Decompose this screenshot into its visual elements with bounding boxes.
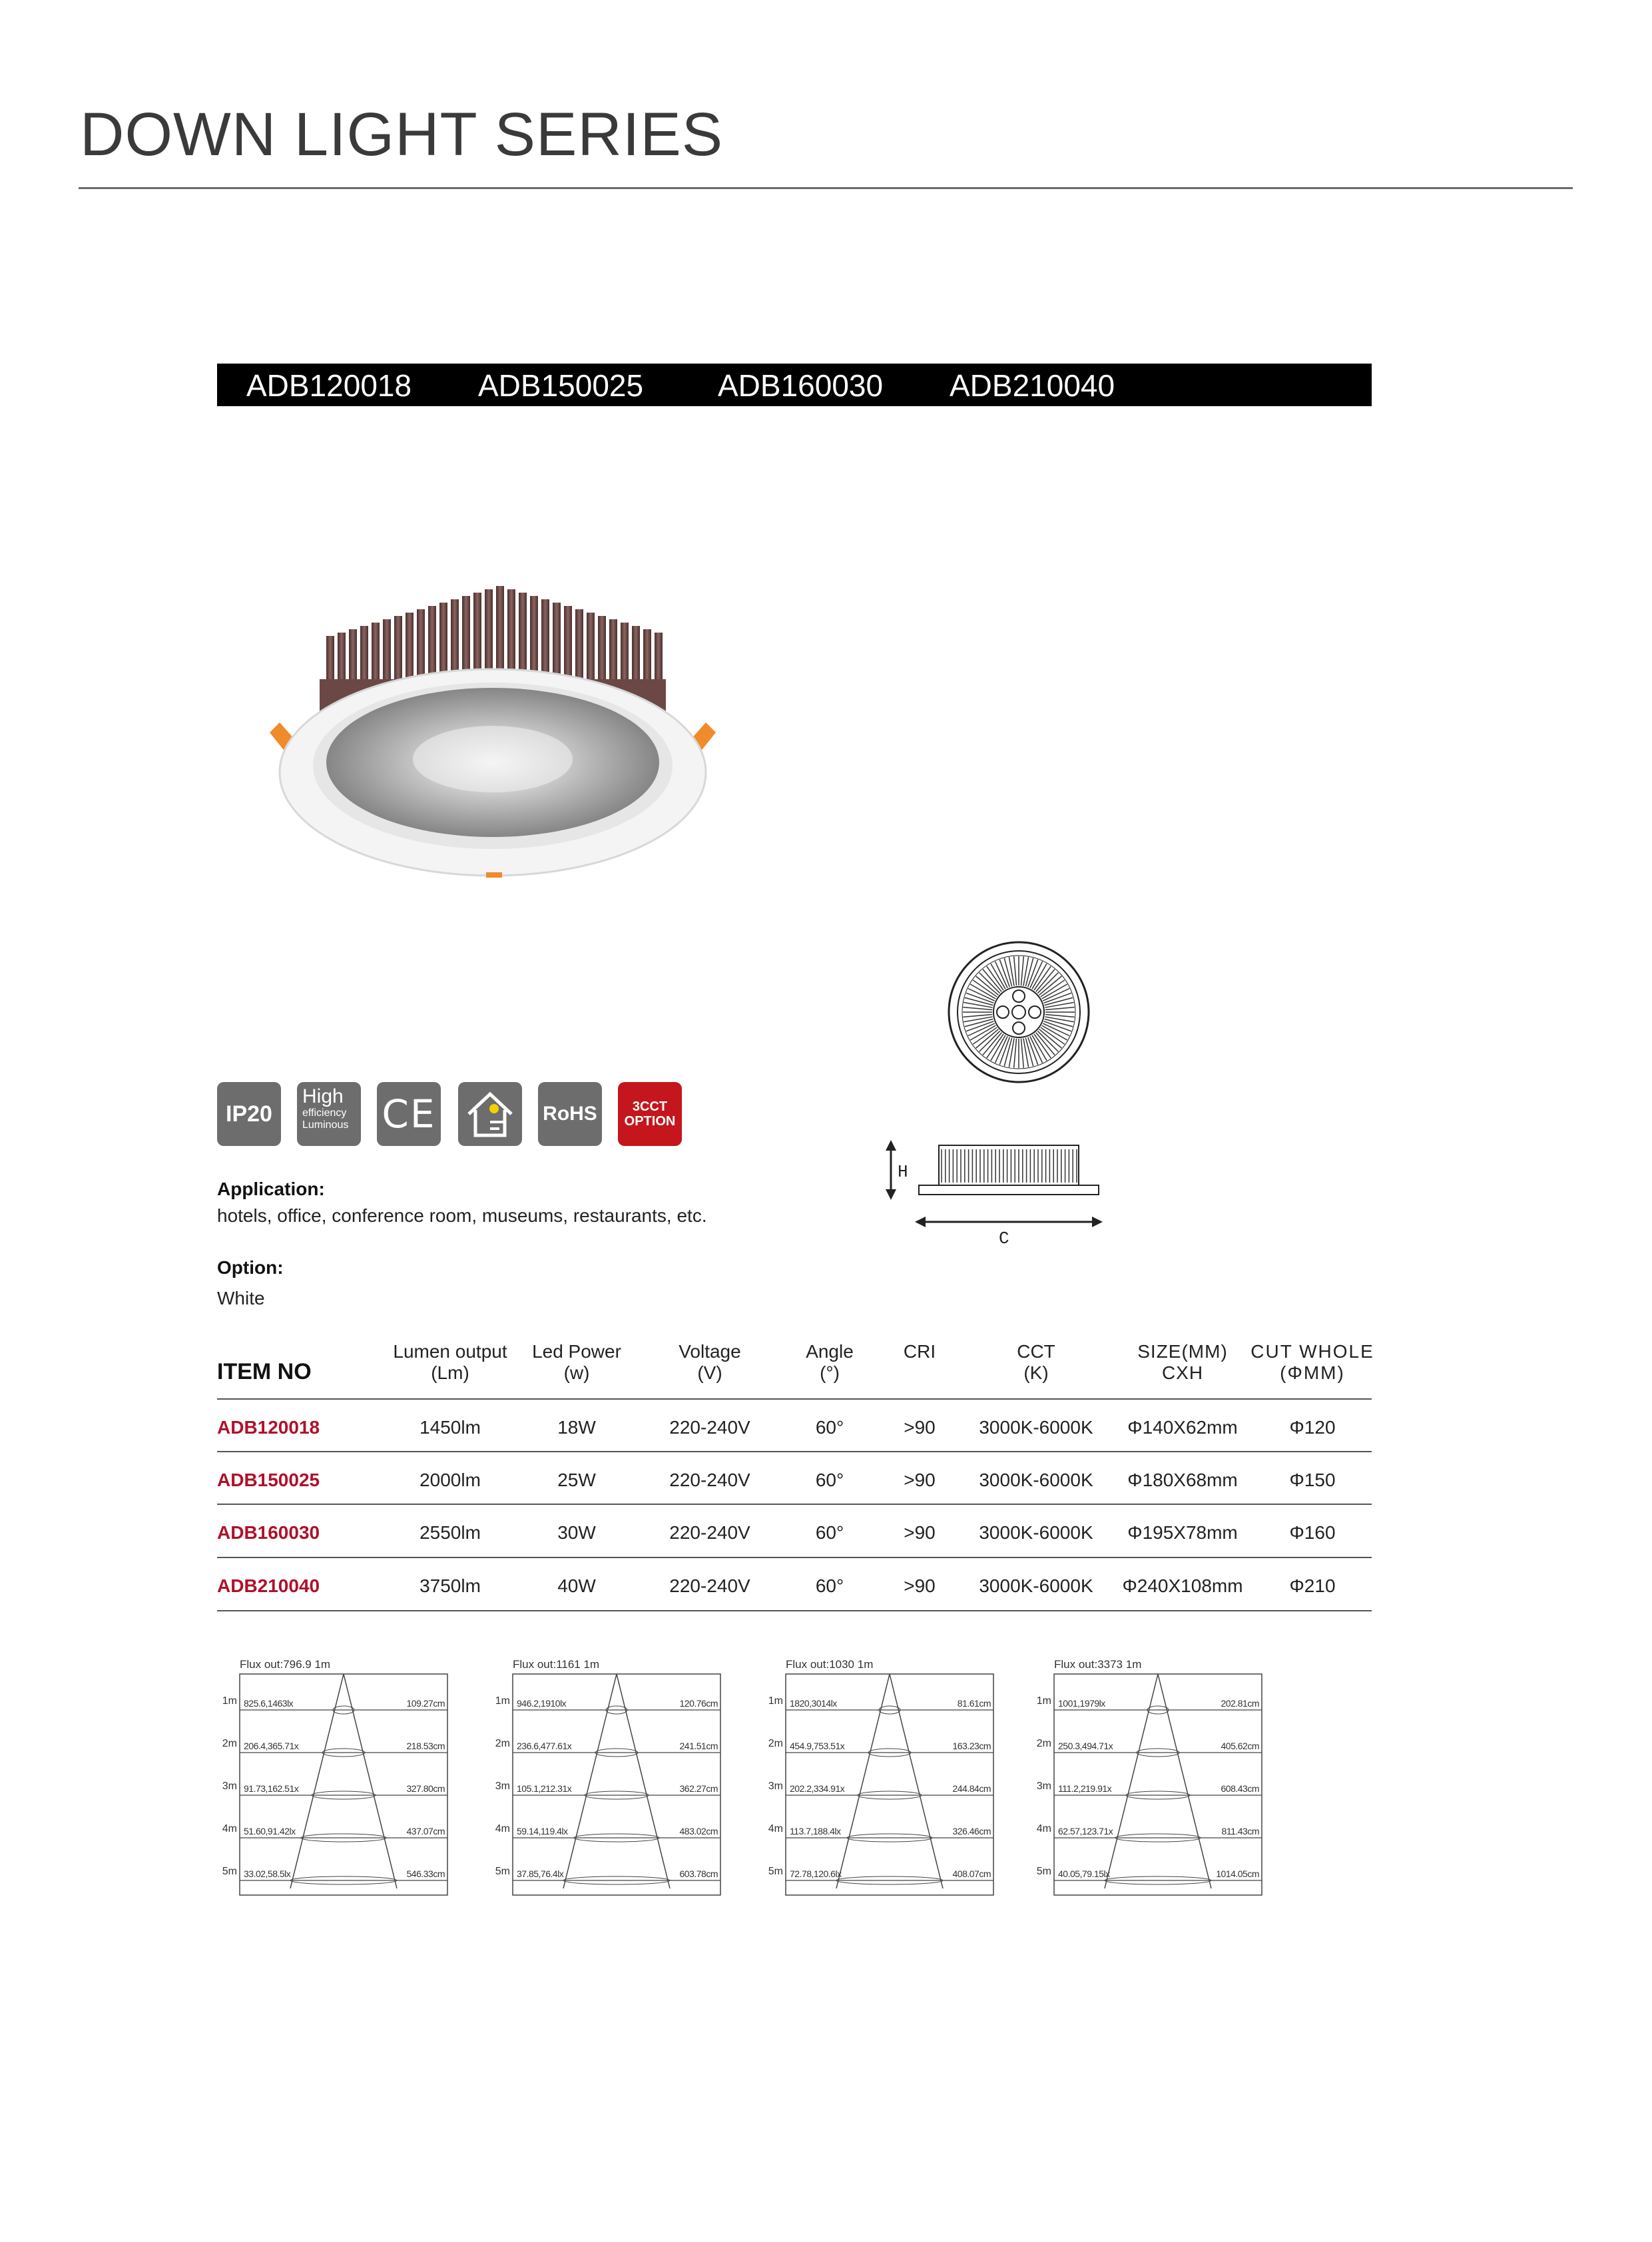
table-cell: 60° — [815, 1575, 844, 1596]
table-cell: 30W — [557, 1522, 596, 1543]
distance-label: 3m — [1036, 1781, 1051, 1792]
table-cell: 3000K-6000K — [979, 1575, 1093, 1596]
distance-label: 4m — [768, 1823, 783, 1834]
table-cell: 3750lm — [419, 1575, 481, 1596]
illuminance-value: 825.6,1463lx — [244, 1698, 294, 1709]
table-cell: 1450lm — [419, 1417, 481, 1438]
ce-icon: CE — [377, 1082, 441, 1146]
diameter-value: 327.80cm — [406, 1783, 445, 1794]
beam-edge — [1105, 1674, 1158, 1888]
table-cell: Φ195X78mm — [1127, 1522, 1238, 1543]
table-cell: Φ160 — [1289, 1522, 1336, 1543]
table-cell: >90 — [904, 1575, 936, 1596]
table-cell: >90 — [904, 1470, 936, 1490]
title-divider — [79, 187, 1573, 189]
application-label: Application: — [217, 1179, 325, 1199]
illuminance-value: 59.14,119.4lx — [517, 1826, 568, 1836]
table-cell: 220-240V — [669, 1575, 750, 1596]
distance-label: 1m — [495, 1695, 510, 1707]
model-label: ADB210040 — [950, 368, 1115, 403]
table-cell: 25W — [557, 1470, 596, 1490]
table-divider — [217, 1504, 1372, 1505]
diameter-value: 218.53cm — [406, 1741, 445, 1751]
photometric-chart — [486, 1658, 799, 1911]
diameter-value: 546.33cm — [406, 1868, 445, 1879]
diameter-value: 241.51cm — [679, 1741, 718, 1751]
table-cell: Φ210 — [1289, 1575, 1336, 1596]
model-bar — [217, 364, 1372, 406]
table-cell: Φ150 — [1289, 1470, 1336, 1490]
table-cell: 18W — [557, 1417, 596, 1438]
illuminance-value: 1001,1979lx — [1058, 1698, 1105, 1709]
technical-drawing — [866, 939, 1105, 1259]
table-divider — [217, 1398, 1372, 1400]
illuminance-value: 1820,3014lx — [790, 1698, 837, 1709]
distance-label: 2m — [768, 1738, 783, 1749]
table-cell: 220-240V — [669, 1522, 750, 1543]
table-row-item-no: ADB210040 — [217, 1575, 320, 1596]
table-cell: 3000K-6000K — [979, 1417, 1093, 1438]
model-label: ADB160030 — [718, 368, 884, 403]
illuminance-value: 62.57,123.71x — [1058, 1826, 1113, 1836]
height-label: H — [898, 1162, 908, 1182]
table-cell: Φ240X108mm — [1122, 1575, 1243, 1596]
chart-title: Flux out:796.9 1m — [240, 1658, 331, 1671]
beam-edge — [563, 1674, 617, 1888]
diameter-value: 405.62cm — [1221, 1741, 1259, 1751]
page-title: DOWN LIGHT SERIES — [80, 101, 724, 168]
illuminance-value: 113.7,188.4lx — [790, 1826, 841, 1836]
table-cell: 2550lm — [419, 1522, 481, 1543]
table-row-item-no: ADB150025 — [217, 1470, 320, 1490]
illuminance-value: 250.3,494.71x — [1058, 1741, 1113, 1751]
distance-label: 2m — [1036, 1738, 1051, 1749]
photometric-chart — [213, 1658, 526, 1911]
diameter-value: 244.84cm — [952, 1783, 991, 1794]
header-item-no: ITEM NO — [217, 1359, 312, 1384]
application-text: hotels, office, conference room, museums, restaurants, etc. — [217, 1205, 707, 1226]
illuminance-value: 206.4,365.71x — [244, 1741, 299, 1751]
diameter-value: 120.76cm — [679, 1698, 718, 1709]
3cct-option-badge: 3CCT OPTION — [618, 1082, 682, 1146]
illuminance-value: 91.73,162.51x — [244, 1783, 299, 1794]
table-row-item-no: ADB120018 — [217, 1417, 320, 1438]
diameter-value: 608.43cm — [1221, 1783, 1259, 1794]
illuminance-value: 202.2,334.91x — [790, 1783, 845, 1794]
diameter-value: 326.46cm — [952, 1826, 991, 1836]
header-lumen: Lumen output (Lm) — [393, 1341, 507, 1383]
table-divider — [217, 1610, 1372, 1611]
photometric-chart — [1027, 1658, 1340, 1911]
beam-edge — [344, 1674, 397, 1888]
illuminance-value: 111.2,219.91x — [1058, 1783, 1112, 1794]
table-cell: 3000K-6000K — [979, 1470, 1093, 1490]
model-label: ADB150025 — [478, 368, 644, 403]
table-row-item-no: ADB160030 — [217, 1522, 320, 1543]
header-voltage: Voltage (V) — [679, 1341, 741, 1383]
chart-title: Flux out:1030 1m — [786, 1658, 874, 1671]
table-cell: >90 — [904, 1522, 936, 1543]
table-cell: 2000lm — [419, 1470, 481, 1490]
diameter-value: 483.02cm — [679, 1826, 718, 1836]
table-cell: 220-240V — [669, 1470, 750, 1490]
beam-edge — [290, 1674, 344, 1888]
diameter-value: 202.81cm — [1221, 1698, 1259, 1709]
chart-title: Flux out:1161 1m — [513, 1658, 600, 1671]
photometric-chart — [759, 1658, 1072, 1911]
distance-label: 3m — [768, 1781, 783, 1792]
distance-label: 1m — [1036, 1695, 1051, 1707]
illuminance-value: 40.05,79.15lx — [1058, 1868, 1110, 1879]
home-icon — [458, 1082, 522, 1146]
product-photo — [253, 533, 732, 879]
distance-label: 5m — [1036, 1866, 1051, 1877]
header-cri: CRI — [903, 1341, 936, 1362]
ip20-badge: IP20 — [217, 1082, 281, 1146]
table-divider — [217, 1557, 1372, 1558]
high-efficiency-badge: High efficiency Luminous — [297, 1082, 361, 1146]
distance-label: 5m — [495, 1866, 510, 1877]
header-cct: CCT (K) — [1017, 1341, 1055, 1383]
distance-label: 1m — [222, 1695, 237, 1707]
diameter-value: 811.43cm — [1221, 1826, 1259, 1836]
beam-edge — [617, 1674, 670, 1888]
illuminance-value: 33.02,58.5lx — [244, 1868, 291, 1879]
illuminance-value: 51.60,91.42lx — [244, 1826, 296, 1836]
table-cell: Φ180X68mm — [1127, 1470, 1238, 1490]
diameter-value: 437.07cm — [406, 1826, 445, 1836]
distance-label: 5m — [222, 1866, 237, 1877]
distance-label: 3m — [495, 1781, 510, 1792]
header-power: Led Power (w) — [532, 1341, 621, 1383]
diameter-value: 408.07cm — [952, 1868, 991, 1879]
diameter-value: 362.27cm — [679, 1783, 718, 1794]
model-label: ADB120018 — [246, 368, 412, 403]
width-label: C — [999, 1229, 1009, 1249]
rohs-badge: RoHS — [538, 1082, 602, 1146]
distance-label: 1m — [768, 1695, 783, 1707]
distance-label: 2m — [222, 1738, 237, 1749]
header-angle: Angle (°) — [806, 1341, 854, 1383]
illuminance-value: 37.85,76.4lx — [517, 1868, 564, 1879]
illuminance-value: 454.9,753.51x — [790, 1741, 845, 1751]
illuminance-value: 946.2,1910lx — [517, 1698, 567, 1709]
diameter-value: 603.78cm — [679, 1868, 718, 1879]
distance-label: 4m — [222, 1823, 237, 1834]
table-cell: 60° — [815, 1470, 844, 1490]
table-cell: 220-240V — [669, 1417, 750, 1438]
distance-label: 4m — [495, 1823, 510, 1834]
distance-label: 4m — [1036, 1823, 1051, 1834]
beam-edge — [1158, 1674, 1211, 1888]
diameter-value: 81.61cm — [957, 1698, 991, 1709]
beam-edge — [836, 1674, 890, 1888]
diameter-value: 109.27cm — [406, 1698, 445, 1709]
header-size: SIZE(MM) CXH — [1137, 1341, 1228, 1383]
illuminance-value: 72.78,120.6lx — [790, 1868, 842, 1879]
table-cell: 3000K-6000K — [979, 1522, 1093, 1543]
table-cell: 60° — [815, 1417, 844, 1438]
option-text: White — [217, 1288, 265, 1308]
table-cell: >90 — [904, 1417, 936, 1438]
table-divider — [217, 1451, 1372, 1452]
table-cell: 40W — [557, 1575, 596, 1596]
diameter-value: 163.23cm — [952, 1741, 991, 1751]
header-cut-whole: CUT WHOLE (ΦMM) — [1250, 1341, 1374, 1383]
beam-edge — [890, 1674, 943, 1888]
illuminance-value: 105.1,212.31x — [517, 1783, 572, 1794]
table-cell: Φ140X62mm — [1127, 1417, 1238, 1438]
illuminance-value: 236.6,477.61x — [517, 1741, 572, 1751]
table-cell: Φ120 — [1289, 1417, 1336, 1438]
chart-title: Flux out:3373 1m — [1054, 1658, 1142, 1671]
option-label: Option: — [217, 1257, 284, 1278]
distance-label: 3m — [222, 1781, 237, 1792]
table-cell: 60° — [815, 1522, 844, 1543]
diameter-value: 1014.05cm — [1216, 1868, 1259, 1879]
distance-label: 2m — [495, 1738, 510, 1749]
distance-label: 5m — [768, 1866, 783, 1877]
